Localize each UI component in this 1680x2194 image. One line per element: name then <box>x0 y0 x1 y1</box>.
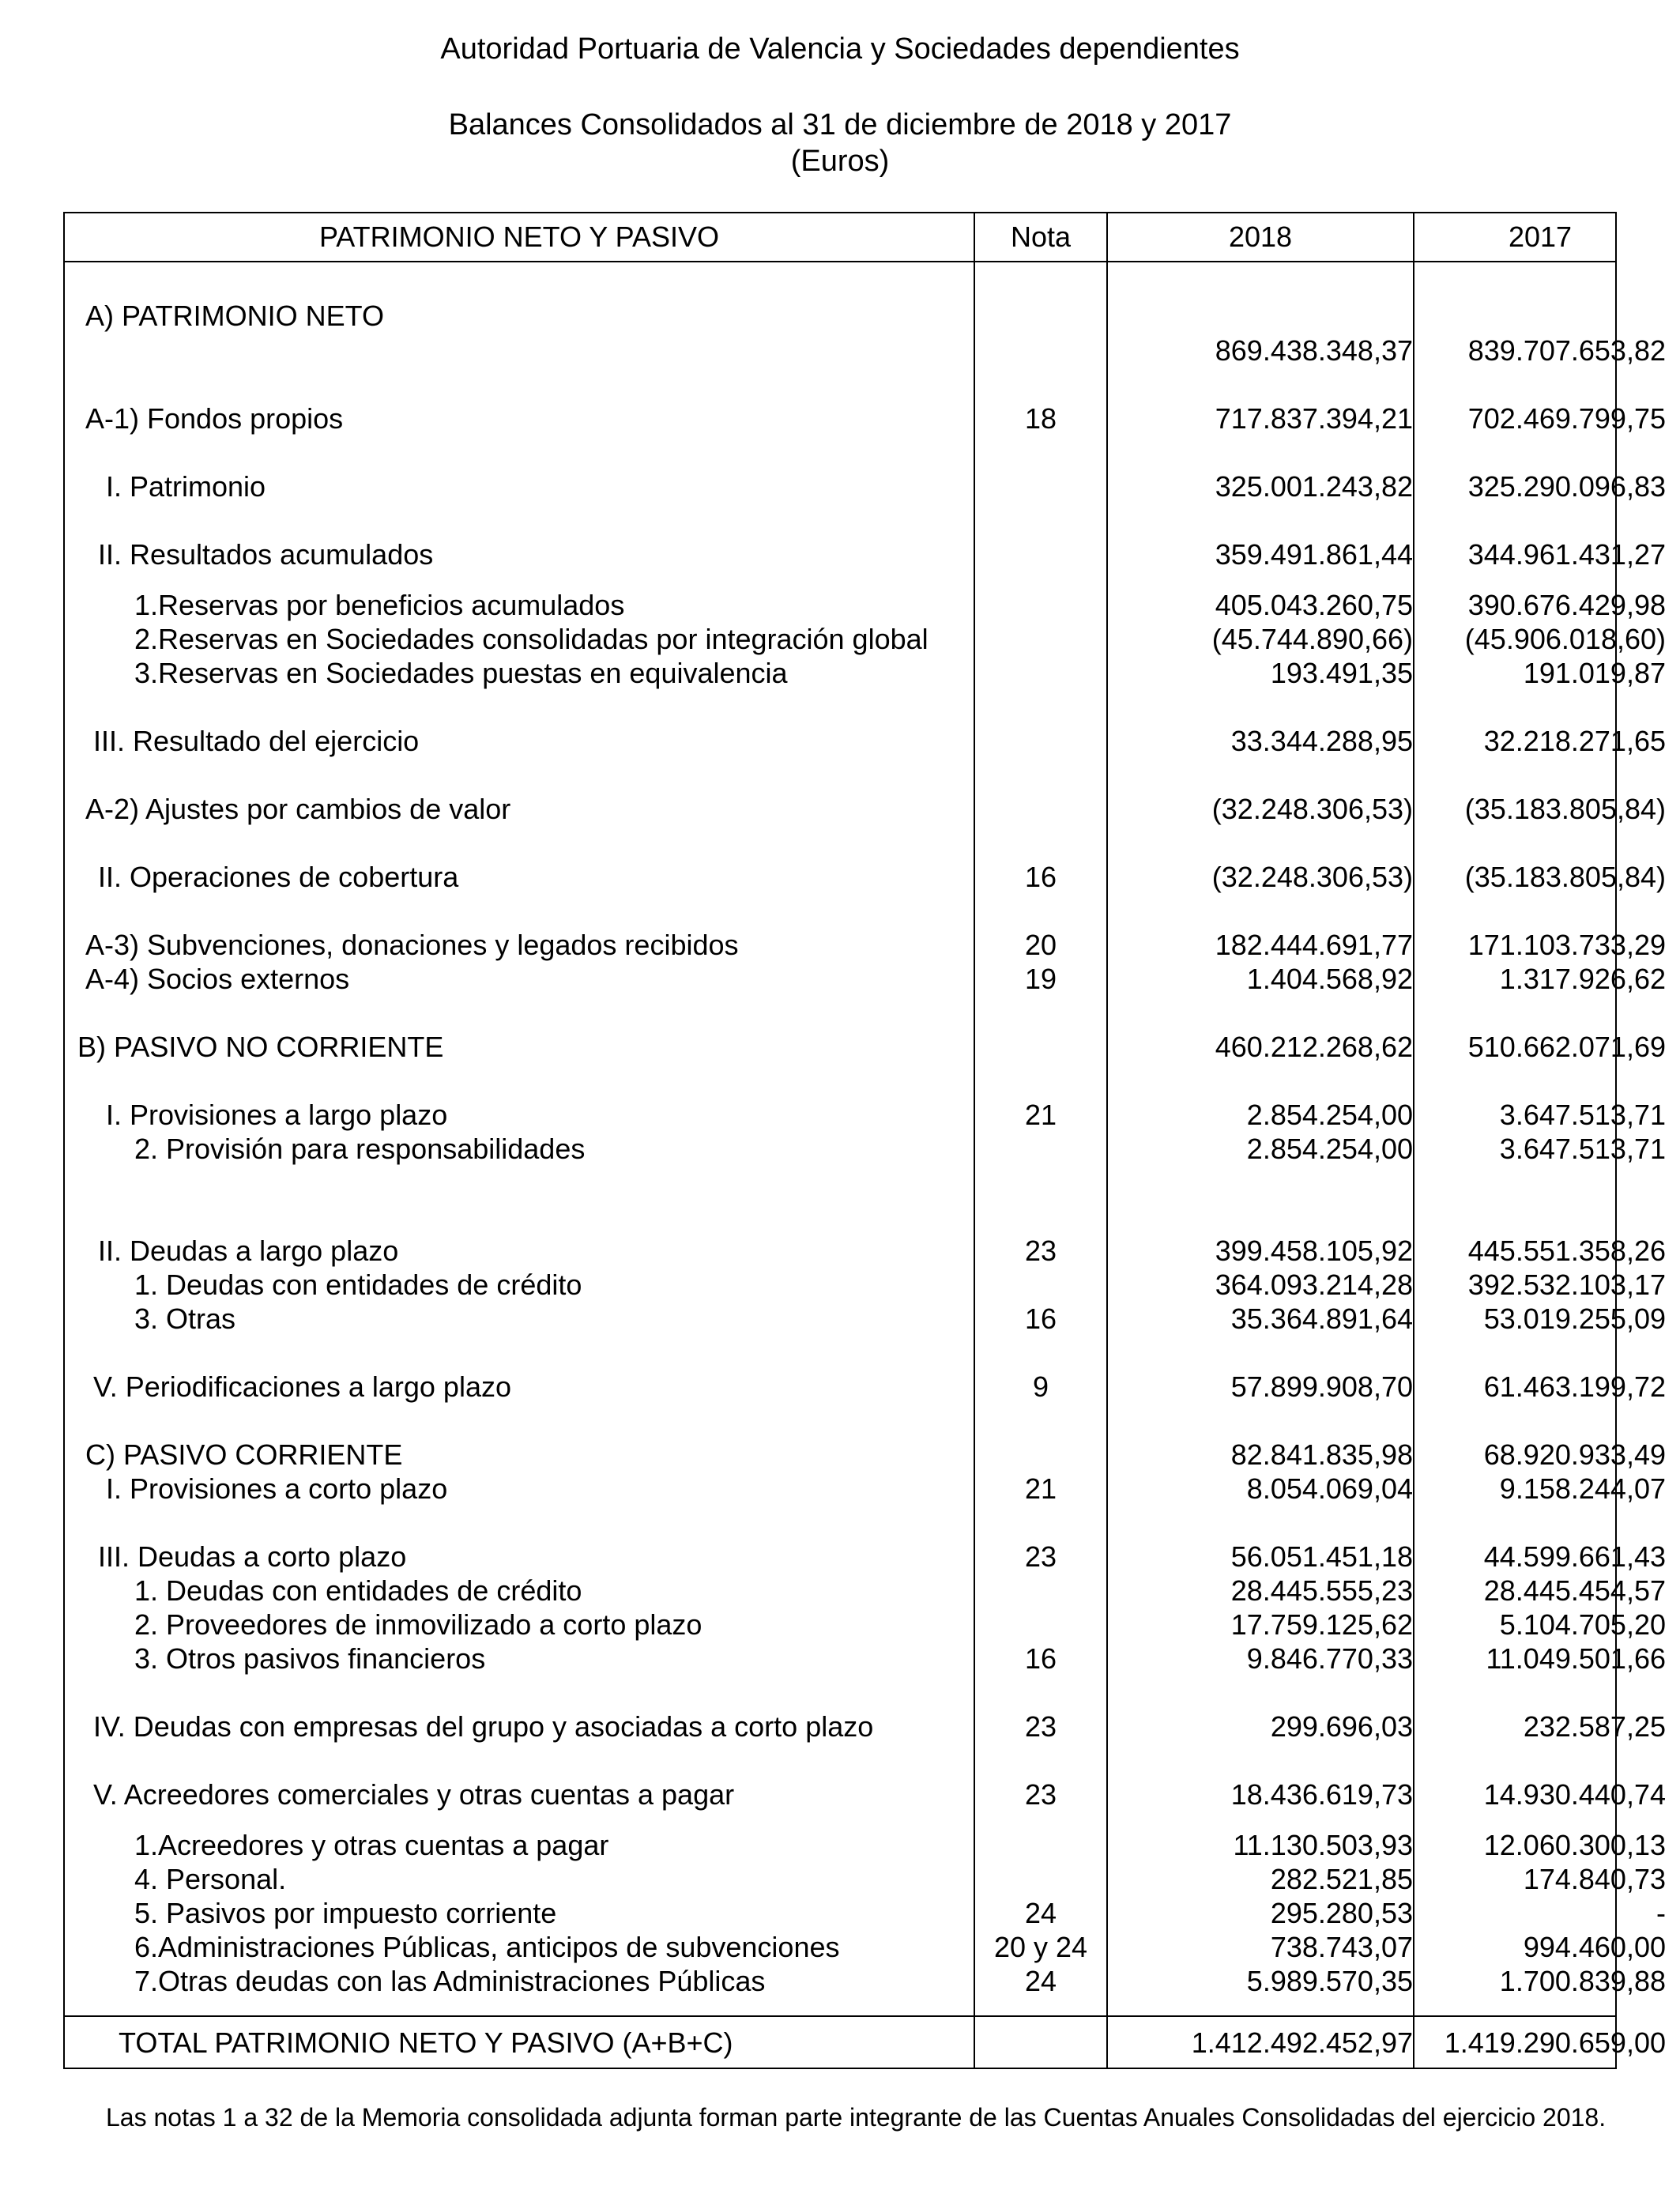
row-label: V. Periodificaciones a largo plazo <box>93 1370 511 1403</box>
row-label: 5. Pasivos por impuesto corriente <box>134 1897 557 1929</box>
table-row <box>65 1098 1666 1133</box>
row-value-2018: 460.212.268,62 <box>1215 1031 1413 1063</box>
table-row <box>65 1930 1666 1965</box>
row-label: II. Deudas a largo plazo <box>98 1235 399 1267</box>
table-row <box>65 1540 1666 1574</box>
row-value-2017: 1.317.926,62 <box>1499 963 1666 995</box>
table-row <box>65 1642 1666 1676</box>
row-label: I. Provisiones a largo plazo <box>106 1099 448 1131</box>
total-divider <box>65 2015 1615 2017</box>
table-row <box>65 1234 1666 1269</box>
row-nota: 20 y 24 <box>993 1931 1088 1963</box>
table-row <box>65 1472 1666 1506</box>
row-value-2018: 11.130.503,93 <box>1233 1829 1413 1861</box>
row-label: A-3) Subvenciones, donaciones y legados recibidos <box>85 929 739 961</box>
total-row <box>65 2026 1666 2060</box>
table-row <box>65 1710 1666 1744</box>
table-row <box>65 792 1666 827</box>
row-value-2017: 11.049.501,66 <box>1486 1642 1666 1675</box>
row-value-2017: 32.218.271,65 <box>1483 725 1666 757</box>
row-label: 2. Proveedores de inmovilizado a corto plazo <box>134 1608 703 1641</box>
row-nota: 24 <box>1024 1897 1057 1929</box>
row-value-2017: (35.183.805,84) <box>1464 861 1666 893</box>
row-value-2017: 232.587,25 <box>1523 1710 1666 1743</box>
row-value-2018: 33.344.288,95 <box>1230 725 1413 757</box>
row-nota: 9 <box>1032 1370 1049 1403</box>
total-label: TOTAL PATRIMONIO NETO Y PASIVO (A+B+C) <box>119 2026 733 2059</box>
row-value-2017: 14.930.440,74 <box>1483 1778 1666 1811</box>
row-nota: 23 <box>1024 1778 1057 1811</box>
row-value-2017: 325.290.096,83 <box>1467 470 1666 503</box>
row-value-2018: 295.280,53 <box>1270 1897 1413 1929</box>
row-label: III. Resultado del ejercicio <box>93 725 420 757</box>
table-row <box>65 724 1666 759</box>
table-row <box>65 1132 1666 1167</box>
row-value-2018: 738.743,07 <box>1270 1931 1413 1963</box>
report-title: Balances Consolidados al 31 de diciembre de 2018 y 2017 <box>448 108 1232 141</box>
row-value-2018: 359.491.861,44 <box>1215 538 1413 571</box>
table-row <box>65 1302 1666 1336</box>
row-value-2018: 282.521,85 <box>1270 1863 1413 1895</box>
row-nota: 23 <box>1024 1710 1057 1743</box>
row-nota: 16 <box>1024 1642 1057 1675</box>
total-2017: 1.419.290.659,00 <box>1444 2026 1666 2059</box>
row-nota: 23 <box>1024 1235 1057 1267</box>
row-label: 1.Reservas por beneficios acumulados <box>134 589 625 621</box>
row-label: 2.Reservas en Sociedades consolidadas por integración global <box>134 623 929 655</box>
row-value-2018: 299.696,03 <box>1270 1710 1413 1743</box>
table-row <box>65 469 1666 504</box>
table-row <box>65 1896 1666 1931</box>
row-value-2017: 44.599.661,43 <box>1483 1540 1666 1573</box>
row-label: C) PASIVO CORRIENTE <box>85 1438 403 1471</box>
row-value-2018: (32.248.306,53) <box>1211 793 1413 825</box>
column-header-concept: PATRIMONIO NETO Y PASIVO <box>318 221 720 253</box>
column-header-nota: Nota <box>1010 221 1072 253</box>
row-value-2017: 445.551.358,26 <box>1467 1235 1666 1267</box>
row-label: II. Resultados acumulados <box>98 538 434 571</box>
table-row <box>65 334 1666 368</box>
row-value-2017: 390.676.429,98 <box>1467 589 1666 621</box>
table-row <box>65 1964 1666 1999</box>
row-value-2017: 510.662.071,69 <box>1467 1031 1666 1063</box>
row-label: II. Operaciones de cobertura <box>98 861 459 893</box>
row-label: I. Provisiones a corto plazo <box>106 1472 448 1505</box>
row-nota: 16 <box>1024 861 1057 893</box>
table-row <box>65 1608 1666 1642</box>
report-unit: (Euros) <box>790 145 890 178</box>
table-row <box>65 860 1666 895</box>
row-value-2017: 392.532.103,17 <box>1467 1269 1666 1301</box>
table-row <box>65 656 1666 691</box>
row-value-2018: 8.054.069,04 <box>1246 1472 1413 1505</box>
row-value-2017: 994.460,00 <box>1523 1931 1666 1963</box>
row-value-2018: (32.248.306,53) <box>1211 861 1413 893</box>
row-label: 3.Reservas en Sociedades puestas en equivalencia <box>134 657 788 689</box>
row-nota: 19 <box>1024 963 1057 995</box>
row-value-2017: 61.463.199,72 <box>1483 1370 1666 1403</box>
table-row <box>65 401 1666 436</box>
table-row <box>65 1438 1666 1472</box>
row-value-2018: (45.744.890,66) <box>1211 623 1413 655</box>
row-value-2018: 2.854.254,00 <box>1246 1133 1413 1165</box>
header-divider <box>65 261 1615 262</box>
row-value-2018: 364.093.214,28 <box>1215 1269 1413 1301</box>
row-label: B) PASIVO NO CORRIENTE <box>77 1031 444 1063</box>
row-nota: 21 <box>1024 1472 1057 1505</box>
row-value-2018: 28.445.555,23 <box>1230 1574 1413 1607</box>
row-value-2018: 717.837.394,21 <box>1215 402 1413 435</box>
row-value-2017: 174.840,73 <box>1523 1863 1666 1895</box>
row-value-2017: 3.647.513,71 <box>1499 1133 1666 1165</box>
table-row <box>65 537 1666 572</box>
row-value-2017: 344.961.431,27 <box>1467 538 1666 571</box>
row-nota: 21 <box>1024 1099 1057 1131</box>
row-label: III. Deudas a corto plazo <box>98 1540 407 1573</box>
table-row <box>65 1370 1666 1404</box>
row-label: A-4) Socios externos <box>85 963 350 995</box>
table-row <box>65 928 1666 963</box>
table-row <box>65 1268 1666 1302</box>
row-value-2018: 56.051.451,18 <box>1230 1540 1413 1573</box>
row-label: 2. Provisión para responsabilidades <box>134 1133 586 1165</box>
row-nota: 16 <box>1024 1302 1057 1335</box>
row-value-2017: 191.019,87 <box>1523 657 1666 689</box>
row-value-2018: 57.899.908,70 <box>1230 1370 1413 1403</box>
entity-name: Autoridad Portuaria de Valencia y Sociedades dependientes <box>440 32 1240 66</box>
row-value-2018: 325.001.243,82 <box>1215 470 1413 503</box>
row-nota: 24 <box>1024 1965 1057 1997</box>
row-value-2018: 193.491,35 <box>1270 657 1413 689</box>
row-nota: 20 <box>1024 929 1057 961</box>
row-value-2017: 5.104.705,20 <box>1499 1608 1666 1641</box>
row-label: 1.Acreedores y otras cuentas a pagar <box>134 1829 609 1861</box>
row-value-2017: - <box>1656 1897 1666 1929</box>
row-value-2018: 18.436.619,73 <box>1230 1778 1413 1811</box>
row-value-2017: (45.906.018,60) <box>1464 623 1666 655</box>
row-label: 7.Otras deudas con las Administraciones Públicas <box>134 1965 766 1997</box>
row-label: IV. Deudas con empresas del grupo y asociadas a corto plazo <box>93 1710 874 1743</box>
balance-sheet-table <box>63 212 1666 2069</box>
footnote: Las notas 1 a 32 de la Memoria consolidada adjunta forman parte integrante de las Cuentas Anuales Consolidadas del ejercicio 2018. <box>106 2103 1607 2132</box>
row-value-2017: (35.183.805,84) <box>1464 793 1666 825</box>
row-label: 3. Otras <box>134 1302 236 1335</box>
row-value-2018: 17.759.125,62 <box>1230 1608 1413 1641</box>
row-value-2018: 182.444.691,77 <box>1215 929 1413 961</box>
row-label: A-1) Fondos propios <box>85 402 344 435</box>
row-value-2018: 5.989.570,35 <box>1246 1965 1413 1997</box>
row-value-2018: 35.364.891,64 <box>1230 1302 1413 1335</box>
row-value-2018: 399.458.105,92 <box>1215 1235 1413 1267</box>
row-value-2017: 28.445.454,57 <box>1483 1574 1666 1607</box>
column-header-2017: 2017 <box>1508 221 1573 253</box>
row-value-2018: 82.841.835,98 <box>1230 1438 1413 1471</box>
row-nota: 23 <box>1024 1540 1057 1573</box>
table-row <box>65 1862 1666 1897</box>
row-label: 3. Otros pasivos financieros <box>134 1642 486 1675</box>
row-value-2017: 839.707.653,82 <box>1467 334 1666 367</box>
row-value-2017: 3.647.513,71 <box>1499 1099 1666 1131</box>
row-value-2017: 171.103.733,29 <box>1467 929 1666 961</box>
row-value-2017: 53.019.255,09 <box>1483 1302 1666 1335</box>
row-value-2017: 68.920.933,49 <box>1483 1438 1666 1471</box>
row-value-2017: 12.060.300,13 <box>1483 1829 1666 1861</box>
row-label: 1. Deudas con entidades de crédito <box>134 1269 582 1301</box>
row-value-2018: 405.043.260,75 <box>1215 589 1413 621</box>
table-row <box>65 1777 1666 1812</box>
table-row <box>65 299 1615 334</box>
row-label: 6.Administraciones Públicas, anticipos de subvenciones <box>134 1931 840 1963</box>
table-row <box>65 1574 1666 1608</box>
row-label: A-2) Ajustes por cambios de valor <box>85 793 511 825</box>
row-label: A) PATRIMONIO NETO <box>85 300 385 332</box>
row-value-2018: 869.438.348,37 <box>1215 334 1413 367</box>
row-value-2018: 1.404.568,92 <box>1246 963 1413 995</box>
table-row <box>65 1828 1666 1863</box>
table-row <box>65 622 1666 657</box>
row-label: V. Acreedores comerciales y otras cuentas a pagar <box>93 1778 735 1811</box>
table-row <box>65 962 1666 997</box>
row-label: 1. Deudas con entidades de crédito <box>134 1574 582 1607</box>
row-label: I. Patrimonio <box>106 470 266 503</box>
row-label: 4. Personal. <box>134 1863 287 1895</box>
row-value-2017: 1.700.839,88 <box>1499 1965 1666 1997</box>
row-value-2018: 2.854.254,00 <box>1246 1099 1413 1131</box>
row-value-2018: 9.846.770,33 <box>1246 1642 1413 1675</box>
row-nota: 18 <box>1024 402 1057 435</box>
row-value-2017: 702.469.799,75 <box>1467 402 1666 435</box>
total-2018: 1.412.492.452,97 <box>1191 2026 1413 2059</box>
table-row <box>65 588 1666 623</box>
column-header-2018: 2018 <box>1228 221 1293 253</box>
table-row <box>65 1030 1666 1065</box>
row-value-2017: 9.158.244,07 <box>1499 1472 1666 1505</box>
